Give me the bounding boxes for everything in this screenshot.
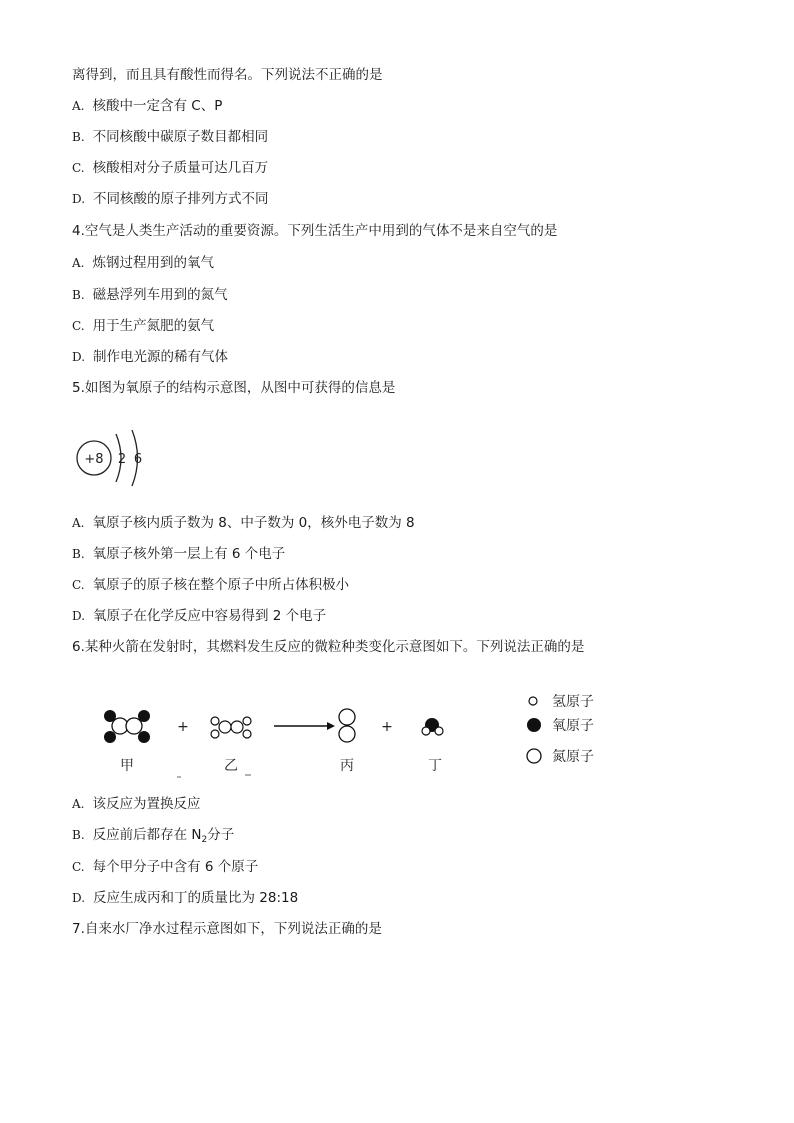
q6-stem: 6.某种火箭在发射时，其燃料发生反应的微粒种类变化示意图如下。下列说法正确的是 xyxy=(72,639,585,655)
option-text: 炼钢过程用到的氧气 xyxy=(92,255,214,271)
nitrogen-atom xyxy=(126,718,142,734)
oxygen-atom-structure-diagram xyxy=(70,426,160,490)
legend-hydrogen-label: 氢原子 xyxy=(552,694,594,710)
label-bing: 丙 xyxy=(340,758,354,774)
option-letter: C. xyxy=(72,319,85,333)
option-text-post: 分子 xyxy=(207,827,235,843)
option-letter: C. xyxy=(72,860,85,874)
atom xyxy=(211,717,219,725)
molecule-jia xyxy=(104,710,150,743)
shell-1-electrons: 2 xyxy=(117,452,127,467)
q4-option-b xyxy=(72,286,228,304)
option-text: 用于生产氮肥的氨气 xyxy=(92,318,215,334)
q5-option-b xyxy=(72,545,285,563)
nitrogen-atom xyxy=(339,709,355,725)
q3-option-b xyxy=(72,128,268,146)
option-text: 氧原子核内质子数为 8、中子数为 0，核外电子数为 8 xyxy=(92,515,415,531)
option-letter: B. xyxy=(72,130,85,144)
reaction-microparticle-diagram xyxy=(95,685,615,785)
legend-nitrogen-label: 氮原子 xyxy=(552,749,594,765)
atom xyxy=(243,730,251,738)
option-letter: B. xyxy=(72,288,85,302)
q4-option-d xyxy=(72,348,228,366)
q6-option-a xyxy=(72,795,200,813)
option-text: 每个甲分子中含有 6 个原子 xyxy=(92,859,259,875)
option-text: 不同核酸的原子排列方式不同 xyxy=(93,191,269,207)
q3-option-d xyxy=(72,190,269,208)
molecule-ding xyxy=(422,718,443,735)
nucleus-charge: +8 xyxy=(84,452,104,467)
molecule-yi xyxy=(211,717,251,738)
option-text: 氧原子在化学反应中容易得到 2 个电子 xyxy=(93,608,327,624)
legend-oxygen-label: 氧原子 xyxy=(552,718,594,734)
option-letter: D. xyxy=(72,891,86,905)
option-letter: C. xyxy=(72,578,85,592)
atom xyxy=(243,717,251,725)
atom xyxy=(219,721,231,733)
q4-stem: 4.空气是人类生产活动的重要资源。下列生活生产中用到的气体不是来自空气的是 xyxy=(72,223,558,239)
option-text: 该反应为置换反应 xyxy=(92,796,201,812)
legend xyxy=(527,694,594,765)
legend-nitrogen-icon xyxy=(527,749,541,763)
q5-stem: 5.如图为氧原子的结构示意图，从图中可获得的信息是 xyxy=(72,380,396,396)
option-letter: B. xyxy=(72,547,85,561)
legend-hydrogen-icon xyxy=(529,697,537,705)
reaction-arrow xyxy=(274,722,335,730)
q7-stem: 7.自来水厂净水过程示意图如下，下列说法正确的是 xyxy=(72,921,382,937)
option-text: 氧原子核外第一层上有 6 个电子 xyxy=(92,546,286,562)
q4-option-a xyxy=(72,254,214,272)
q6-option-d xyxy=(72,889,298,907)
hydrogen-atom xyxy=(435,727,443,735)
hydrogen-atom xyxy=(422,727,430,735)
nitrogen-atom xyxy=(339,726,355,742)
legend-oxygen-icon xyxy=(527,718,541,732)
q4-option-c xyxy=(72,317,214,335)
option-text: 核酸相对分子质量可达几百万 xyxy=(92,160,269,176)
label-yi: 乙 xyxy=(224,758,238,774)
hydrogen-atom xyxy=(104,731,116,743)
plus-sign: + xyxy=(177,719,189,735)
q5-option-c xyxy=(72,576,349,594)
option-letter: A. xyxy=(72,256,85,270)
q3-option-c xyxy=(72,159,268,177)
plus-sign: + xyxy=(381,719,393,735)
option-text: 氧原子的原子核在整个原子中所占体积极小 xyxy=(92,577,350,593)
option-letter: C. xyxy=(72,161,85,175)
option-text: 核酸中一定含有 C、P xyxy=(92,98,223,114)
option-text: 不同核酸中碳原子数目都相同 xyxy=(92,129,269,145)
q6-option-b xyxy=(72,826,234,849)
atom xyxy=(231,721,243,733)
atom xyxy=(211,730,219,738)
option-text: 反应生成丙和丁的质量比为 28:18 xyxy=(93,890,299,906)
option-text: 磁悬浮列车用到的氮气 xyxy=(92,287,228,303)
q3-option-a xyxy=(72,97,222,115)
q6-option-c xyxy=(72,858,258,876)
option-letter: A. xyxy=(72,797,85,811)
option-letter: B. xyxy=(72,828,85,842)
option-letter: D. xyxy=(72,350,86,364)
option-text-pre: 反应前后都存在 N xyxy=(92,827,202,843)
q3-stem-tail: 离得到，而且具有酸性而得名。下列说法不正确的是 xyxy=(72,67,383,83)
q5-option-a xyxy=(72,514,415,532)
option-subscript: 2 xyxy=(201,835,208,845)
label-ding: 丁 xyxy=(428,758,442,774)
option-letter: D. xyxy=(72,609,86,623)
label-jia: 甲 xyxy=(120,758,134,774)
molecule-bing xyxy=(339,709,355,742)
option-letter: A. xyxy=(72,516,85,530)
q5-option-d xyxy=(72,607,326,625)
option-text: 制作电光源的稀有气体 xyxy=(93,349,229,365)
hydrogen-atom xyxy=(138,731,150,743)
option-letter: D. xyxy=(72,192,86,206)
shell-2-electrons: 6 xyxy=(133,452,143,467)
option-letter: A. xyxy=(72,99,85,113)
